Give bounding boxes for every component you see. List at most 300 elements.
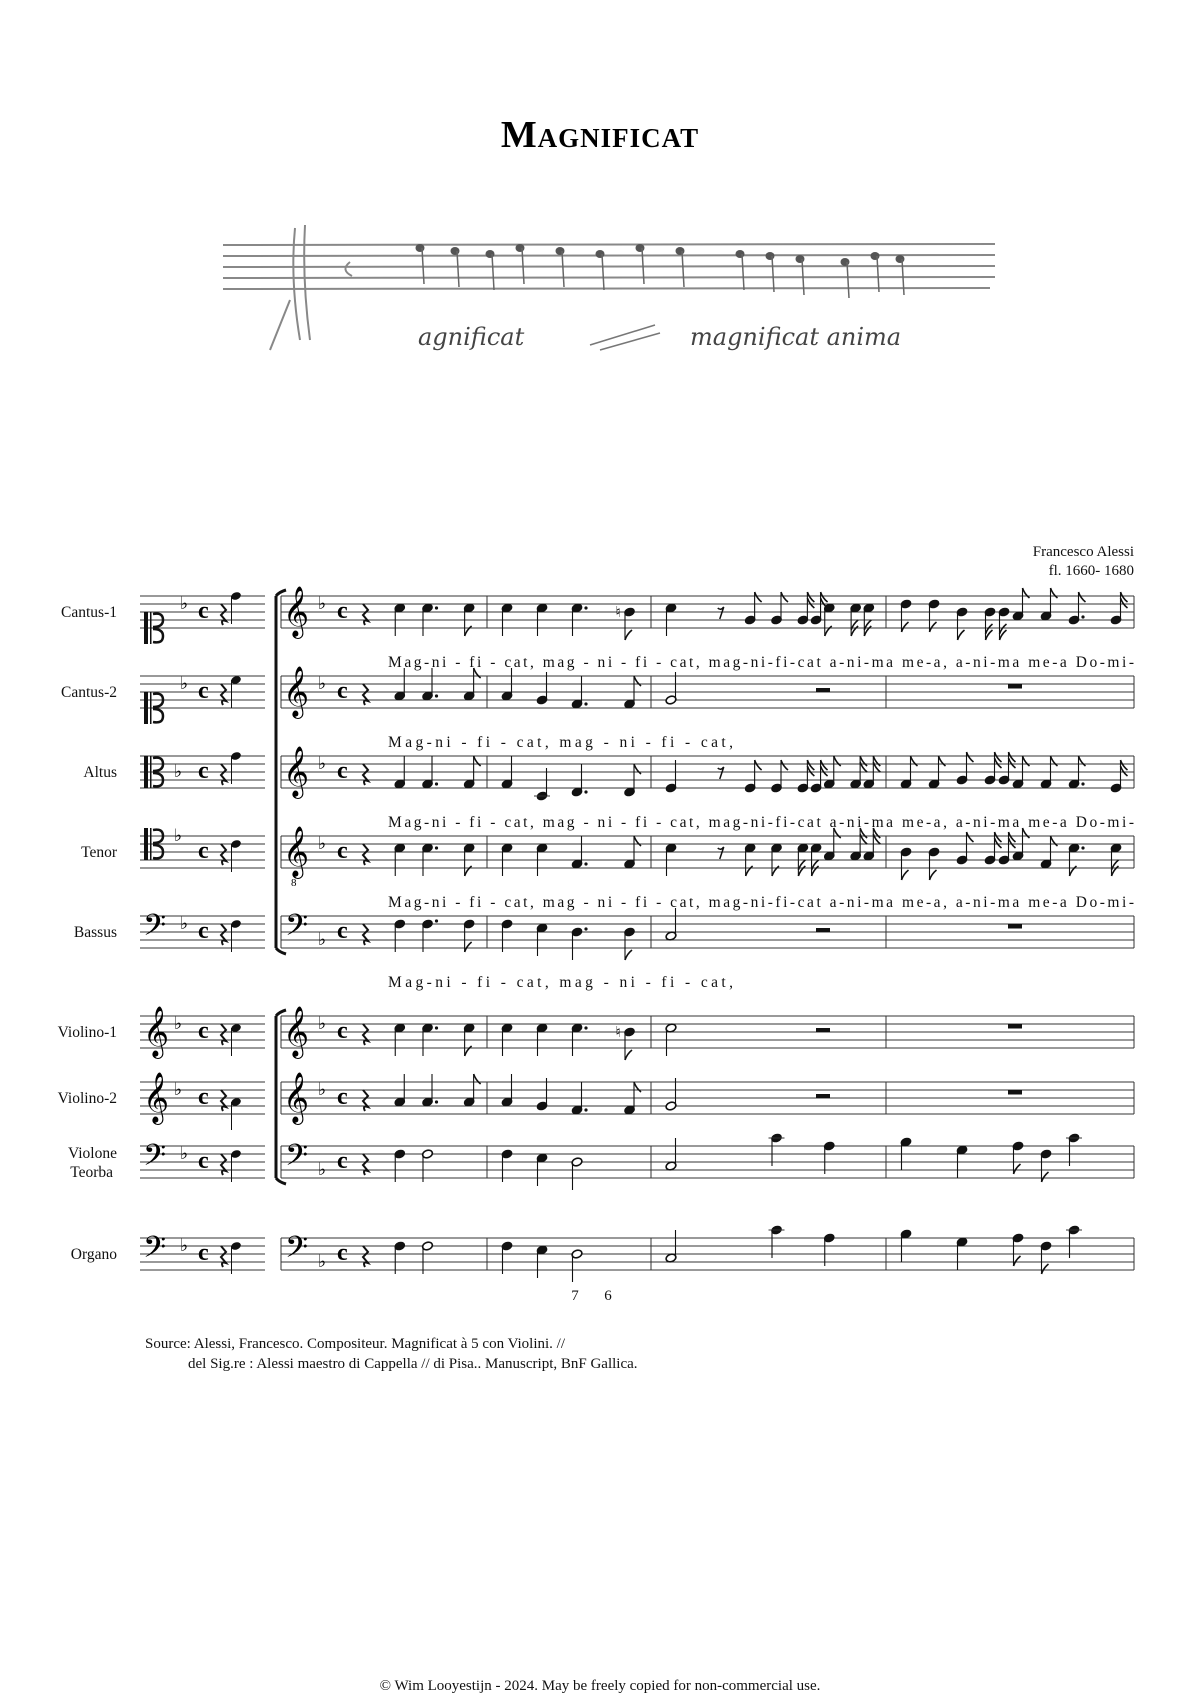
common-time-icon: c <box>337 838 348 864</box>
bass-clef-icon: 𝄢 <box>285 1139 309 1180</box>
measure-2 <box>501 668 641 709</box>
measure-3 <box>665 908 830 941</box>
quarter-rest-icon <box>221 1024 226 1045</box>
note <box>769 1133 785 1166</box>
note <box>823 828 840 861</box>
flag <box>930 870 937 880</box>
quarter-rest-icon <box>363 604 368 625</box>
note <box>810 843 822 876</box>
source-line-2: del Sig.re : Alessi maestro di Cappella // di Pisa.. Manuscript, BnF Gallica. <box>188 1356 638 1372</box>
bass-clef-icon: 𝄢 <box>143 909 167 950</box>
common-time-icon: c <box>198 1240 209 1266</box>
manuscript-stem <box>492 254 494 290</box>
note <box>900 847 912 880</box>
main-staff <box>281 1072 1134 1125</box>
flat-icon: ♭ <box>318 594 327 614</box>
staff-violino-2 <box>58 1072 1134 1130</box>
measure-2 <box>501 836 641 876</box>
measure-1 <box>363 603 475 636</box>
measure-2 <box>501 1149 583 1190</box>
note <box>744 843 756 876</box>
measure-2 <box>501 756 641 801</box>
note <box>665 843 677 876</box>
note <box>928 599 940 632</box>
quarter-rest-icon <box>363 1090 368 1111</box>
dot <box>435 606 438 609</box>
note <box>624 764 641 797</box>
note <box>863 756 880 789</box>
common-time-icon: c <box>337 678 348 704</box>
note <box>501 756 513 789</box>
manuscript-note <box>451 247 460 255</box>
flag <box>755 760 762 770</box>
flag <box>1042 1264 1049 1274</box>
note <box>1068 843 1085 876</box>
staff-cantus-1 <box>61 586 1134 671</box>
lyrics: Mag-ni - fi - cat, mag - ni - fi - cat, <box>388 734 734 751</box>
measure-3 <box>665 1023 830 1056</box>
staff-label: Violone <box>67 1145 117 1162</box>
bass-clef-icon: 𝄢 <box>285 909 309 950</box>
dot <box>584 1026 587 1029</box>
incipit-staff <box>140 591 265 644</box>
note <box>536 923 548 956</box>
dot <box>1081 846 1084 849</box>
bass-clef-icon: 𝄢 <box>143 1139 167 1180</box>
treble-clef-icon: 𝄞 <box>143 1072 170 1123</box>
measure-4 <box>1008 1090 1022 1095</box>
note <box>571 676 588 709</box>
note <box>956 1145 968 1178</box>
measure-2 <box>501 1074 641 1115</box>
main-staff <box>281 666 1134 719</box>
half-rest-icon <box>816 688 830 692</box>
figure-7: 7 <box>571 1288 579 1304</box>
manuscript-stem <box>642 248 644 284</box>
whole-rest-icon <box>1008 684 1022 689</box>
flag <box>625 950 632 960</box>
note <box>536 1153 548 1186</box>
dot <box>1081 615 1084 618</box>
note <box>501 1241 513 1274</box>
note <box>863 828 880 861</box>
measure-1 <box>363 1023 475 1056</box>
note <box>463 1074 480 1107</box>
measure-4 <box>1008 1024 1022 1029</box>
note <box>928 847 940 880</box>
page-title: Magnificat <box>500 114 700 156</box>
staff-bassus <box>74 908 1134 991</box>
note <box>1040 836 1057 869</box>
note <box>769 1225 785 1258</box>
dot <box>584 927 587 930</box>
dot <box>584 702 587 705</box>
flag <box>625 630 632 640</box>
common-time-icon: c <box>198 918 209 944</box>
whole-rest-icon <box>1008 1024 1022 1029</box>
common-time-icon: c <box>198 838 209 864</box>
quarter-rest-icon <box>221 1246 226 1267</box>
note <box>534 768 550 801</box>
quarter-rest-icon <box>363 764 368 785</box>
staff-cantus-2 <box>61 666 1134 751</box>
staff-violino-1 <box>58 1006 1134 1060</box>
eighth-rest-icon <box>718 767 724 779</box>
common-time-icon: c <box>198 678 209 704</box>
common-time-icon: c <box>337 1148 348 1174</box>
eighth-rest-icon <box>718 607 724 619</box>
eighth-rest-icon <box>718 847 724 859</box>
incipit-staff <box>140 1139 265 1182</box>
note <box>1012 1141 1024 1174</box>
common-time-icon: c <box>337 598 348 624</box>
flat-icon: ♭ <box>318 754 327 774</box>
note <box>797 843 809 876</box>
measure-3 <box>665 1133 835 1174</box>
staff-label: Violino-1 <box>57 1024 117 1041</box>
measure-1 <box>363 843 475 876</box>
note <box>998 607 1010 640</box>
note <box>394 668 406 701</box>
note <box>823 1141 835 1174</box>
lyrics: Mag-ni - fi - cat, mag - ni - fi - cat, mag-ni-fi-cat a-ni-ma me-a, a-ni-ma me-a Do-mi- <box>388 814 1134 831</box>
note <box>850 603 862 636</box>
note <box>823 1233 835 1266</box>
quarter-rest-icon <box>221 1154 226 1175</box>
treble-clef-icon: 𝄞 <box>283 1006 310 1057</box>
flat-icon: ♭ <box>318 674 327 694</box>
dot <box>584 606 587 609</box>
note <box>536 843 548 876</box>
score-system <box>58 586 1134 1282</box>
measure-1 <box>363 668 481 705</box>
note <box>1012 588 1029 621</box>
note <box>536 603 548 636</box>
manuscript-text-1: agnificat <box>418 323 525 351</box>
manuscript-note <box>871 252 880 260</box>
staff-violone-teorba <box>68 1133 1134 1190</box>
quarter-rest-icon <box>221 604 226 625</box>
note <box>422 668 439 701</box>
note <box>463 919 475 952</box>
composer-dates: fl. 1660- 1680 <box>1048 563 1134 579</box>
main-staff <box>281 1006 1134 1060</box>
octave-8-mark: 8 <box>291 877 297 889</box>
flag <box>1042 1172 1049 1182</box>
staff-label-2: Teorba <box>70 1164 113 1181</box>
measure-2 <box>501 1241 583 1282</box>
note <box>463 756 480 789</box>
note <box>771 843 783 876</box>
flag <box>967 752 974 762</box>
quarter-rest-icon <box>221 764 226 785</box>
note <box>665 760 677 793</box>
manuscript-note <box>516 244 525 252</box>
measure-3 <box>665 1225 835 1266</box>
note <box>394 1023 406 1056</box>
quarter-rest-icon <box>221 924 226 945</box>
note <box>665 1078 677 1111</box>
note <box>665 1023 677 1056</box>
flag <box>902 622 909 632</box>
dot <box>584 1108 587 1111</box>
incipit-staff <box>140 1231 265 1274</box>
manuscript-note <box>736 250 745 258</box>
note <box>984 607 996 640</box>
dot <box>584 862 587 865</box>
flag <box>902 870 909 880</box>
note <box>624 676 641 709</box>
figure-6: 6 <box>604 1288 612 1304</box>
note <box>571 1082 588 1115</box>
lyrics: Mag-ni - fi - cat, mag - ni - fi - cat, <box>388 974 734 991</box>
flag <box>967 832 974 842</box>
note <box>536 1245 548 1278</box>
note <box>422 1023 439 1056</box>
manuscript-stem <box>742 254 744 290</box>
note <box>823 756 840 789</box>
flat-icon: ♭ <box>318 930 327 950</box>
flag <box>1014 1256 1021 1266</box>
note <box>1066 1133 1082 1166</box>
manuscript-note <box>796 255 805 263</box>
bass-clef-icon: 𝄢 <box>285 1231 309 1272</box>
flat-icon: ♭ <box>174 1014 183 1034</box>
common-time-icon: c <box>198 1148 209 1174</box>
manuscript-note <box>896 255 905 263</box>
flat-icon: ♭ <box>180 1144 189 1164</box>
flat-icon: ♭ <box>174 762 183 782</box>
incipit-staff <box>140 1006 265 1059</box>
staff-organo <box>71 1225 1134 1282</box>
treble-clef-icon: 𝄞 <box>283 666 310 717</box>
note <box>616 1023 636 1060</box>
note <box>1040 1149 1052 1182</box>
whole-rest-icon <box>1008 1090 1022 1095</box>
note <box>665 1138 677 1171</box>
staff-altus <box>83 746 1134 831</box>
flat-icon: ♭ <box>180 594 189 614</box>
staff-label: Cantus-1 <box>61 604 117 621</box>
treble-clef-icon: 𝄞 <box>283 1072 310 1123</box>
incipit-staff <box>140 909 265 952</box>
staff-label: Altus <box>83 764 117 781</box>
measure-2 <box>501 919 635 960</box>
quarter-rest-icon <box>221 1090 226 1111</box>
dot <box>1081 782 1084 785</box>
note <box>571 836 588 869</box>
flag <box>1079 592 1086 602</box>
dot <box>435 1100 438 1103</box>
quarter-rest-icon <box>221 844 226 865</box>
note <box>1040 588 1057 621</box>
dot <box>584 790 587 793</box>
note <box>665 603 677 636</box>
treble-clef-icon: 𝄞 <box>283 746 310 797</box>
flat-icon: ♭ <box>318 1080 327 1100</box>
manuscript-note <box>416 244 425 252</box>
quarter-rest-icon <box>363 1246 368 1267</box>
flat-icon: ♭ <box>318 834 327 854</box>
manuscript-note <box>596 250 605 258</box>
treble-clef-icon: 𝄞 <box>283 826 310 877</box>
quarter-rest-icon <box>363 844 368 865</box>
flag <box>781 592 788 602</box>
manuscript-stem <box>902 259 904 295</box>
manuscript-note <box>841 258 850 266</box>
flat-icon: ♭ <box>318 1160 327 1180</box>
common-time-icon: c <box>337 1018 348 1044</box>
manuscript-stem <box>772 256 774 292</box>
half-rest-icon <box>816 928 830 932</box>
note <box>536 672 548 705</box>
note <box>463 603 475 636</box>
note <box>422 1149 434 1182</box>
measure-4 <box>1008 924 1022 929</box>
note <box>900 599 912 632</box>
note <box>665 908 677 941</box>
manuscript-text-2: magnificat anima <box>690 323 902 351</box>
flag <box>625 1050 632 1060</box>
measure-4 <box>900 1225 1082 1274</box>
note <box>536 1078 548 1111</box>
note <box>394 603 406 636</box>
dot <box>435 782 438 785</box>
note <box>536 1023 548 1056</box>
note <box>394 756 406 789</box>
flat-icon: ♭ <box>318 1014 327 1034</box>
measure-4 <box>1008 684 1022 689</box>
common-time-icon: c <box>198 1018 209 1044</box>
note <box>863 603 875 636</box>
flat-icon: ♭ <box>180 1236 189 1256</box>
note <box>823 603 835 636</box>
manuscript-note <box>676 247 685 255</box>
whole-rest-icon <box>1008 924 1022 929</box>
incipit-staff <box>140 826 265 872</box>
note <box>394 1241 406 1274</box>
composer-name: Francesco Alessi <box>1032 544 1134 560</box>
note <box>394 919 406 952</box>
manuscript-note <box>636 244 645 252</box>
common-time-icon: c <box>337 758 348 784</box>
note <box>928 756 945 789</box>
flag <box>465 942 472 952</box>
manuscript-stem <box>602 254 604 290</box>
note <box>501 1149 513 1182</box>
staff-label: Tenor <box>81 844 117 861</box>
natural-icon: ♮ <box>615 1023 621 1041</box>
note <box>422 756 439 789</box>
manuscript-stem <box>847 262 849 298</box>
note <box>463 843 475 876</box>
main-staff <box>281 586 1134 640</box>
note <box>1040 756 1057 789</box>
flag <box>755 592 762 602</box>
note <box>422 603 439 636</box>
note <box>571 1157 583 1190</box>
dot <box>435 919 438 922</box>
note <box>571 603 588 636</box>
measure-1 <box>363 1074 481 1111</box>
common-time-icon: c <box>198 598 209 624</box>
note <box>422 843 439 876</box>
bass-clef-icon: 𝄢 <box>143 1231 167 1272</box>
note <box>1068 756 1085 789</box>
staff-label: Violino-2 <box>57 1090 117 1107</box>
half-rest-icon <box>816 1094 830 1098</box>
staff-label: Cantus-2 <box>61 684 117 701</box>
note <box>900 756 917 789</box>
note <box>900 1229 912 1262</box>
common-time-icon: c <box>337 918 348 944</box>
note <box>1110 843 1122 876</box>
note <box>956 607 968 640</box>
main-staff <box>281 908 1134 960</box>
note <box>900 1137 912 1170</box>
staff-label: Bassus <box>73 924 117 941</box>
treble-clef-icon: 𝄞 <box>143 1006 170 1057</box>
note <box>1066 1225 1082 1258</box>
quarter-rest-icon <box>363 684 368 705</box>
note <box>501 1074 513 1107</box>
natural-icon: ♮ <box>615 603 621 621</box>
incipit-staff <box>140 674 265 724</box>
quarter-rest-icon <box>363 924 368 945</box>
main-staff <box>281 746 1134 801</box>
flat-icon: ♭ <box>174 1080 183 1100</box>
flat-icon: ♭ <box>180 674 189 694</box>
staff-tenor <box>81 826 1134 911</box>
common-time-icon: c <box>198 1084 209 1110</box>
quarter-rest-icon <box>221 684 226 705</box>
incipit-staff <box>140 1072 265 1130</box>
measure-2 <box>501 1023 635 1060</box>
note <box>463 668 480 701</box>
dot <box>435 694 438 697</box>
quarter-rest-icon <box>363 1024 368 1045</box>
main-staff <box>281 1225 1134 1282</box>
flag <box>781 760 788 770</box>
note <box>422 1241 434 1274</box>
measure-4 <box>900 1133 1082 1182</box>
note <box>571 764 588 797</box>
manuscript-note <box>486 250 495 258</box>
main-staff <box>281 826 1134 889</box>
note <box>624 927 636 960</box>
half-rest-icon <box>816 1028 830 1032</box>
dot <box>435 846 438 849</box>
measure-4 <box>900 752 1127 793</box>
treble-clef-icon: 𝄞 <box>283 586 310 637</box>
note <box>501 1023 513 1056</box>
note <box>665 672 677 705</box>
measure-3 <box>665 592 875 636</box>
note <box>1012 828 1029 861</box>
note <box>1012 1233 1024 1266</box>
note <box>501 603 513 636</box>
dot <box>435 1026 438 1029</box>
note <box>624 836 641 869</box>
common-time-icon: c <box>198 758 209 784</box>
source-line-1: Source: Alessi, Francesco. Compositeur. Magnificat à 5 con Violini. // <box>145 1336 566 1352</box>
manuscript-stem <box>877 256 879 292</box>
flag <box>1014 1164 1021 1174</box>
note <box>1040 1241 1052 1274</box>
note <box>571 1023 588 1056</box>
manuscript-note <box>766 252 775 260</box>
lyrics: Mag-ni - fi - cat, mag - ni - fi - cat, mag-ni-fi-cat a-ni-ma me-a, a-ni-ma me-a Do-mi- <box>388 654 1134 671</box>
